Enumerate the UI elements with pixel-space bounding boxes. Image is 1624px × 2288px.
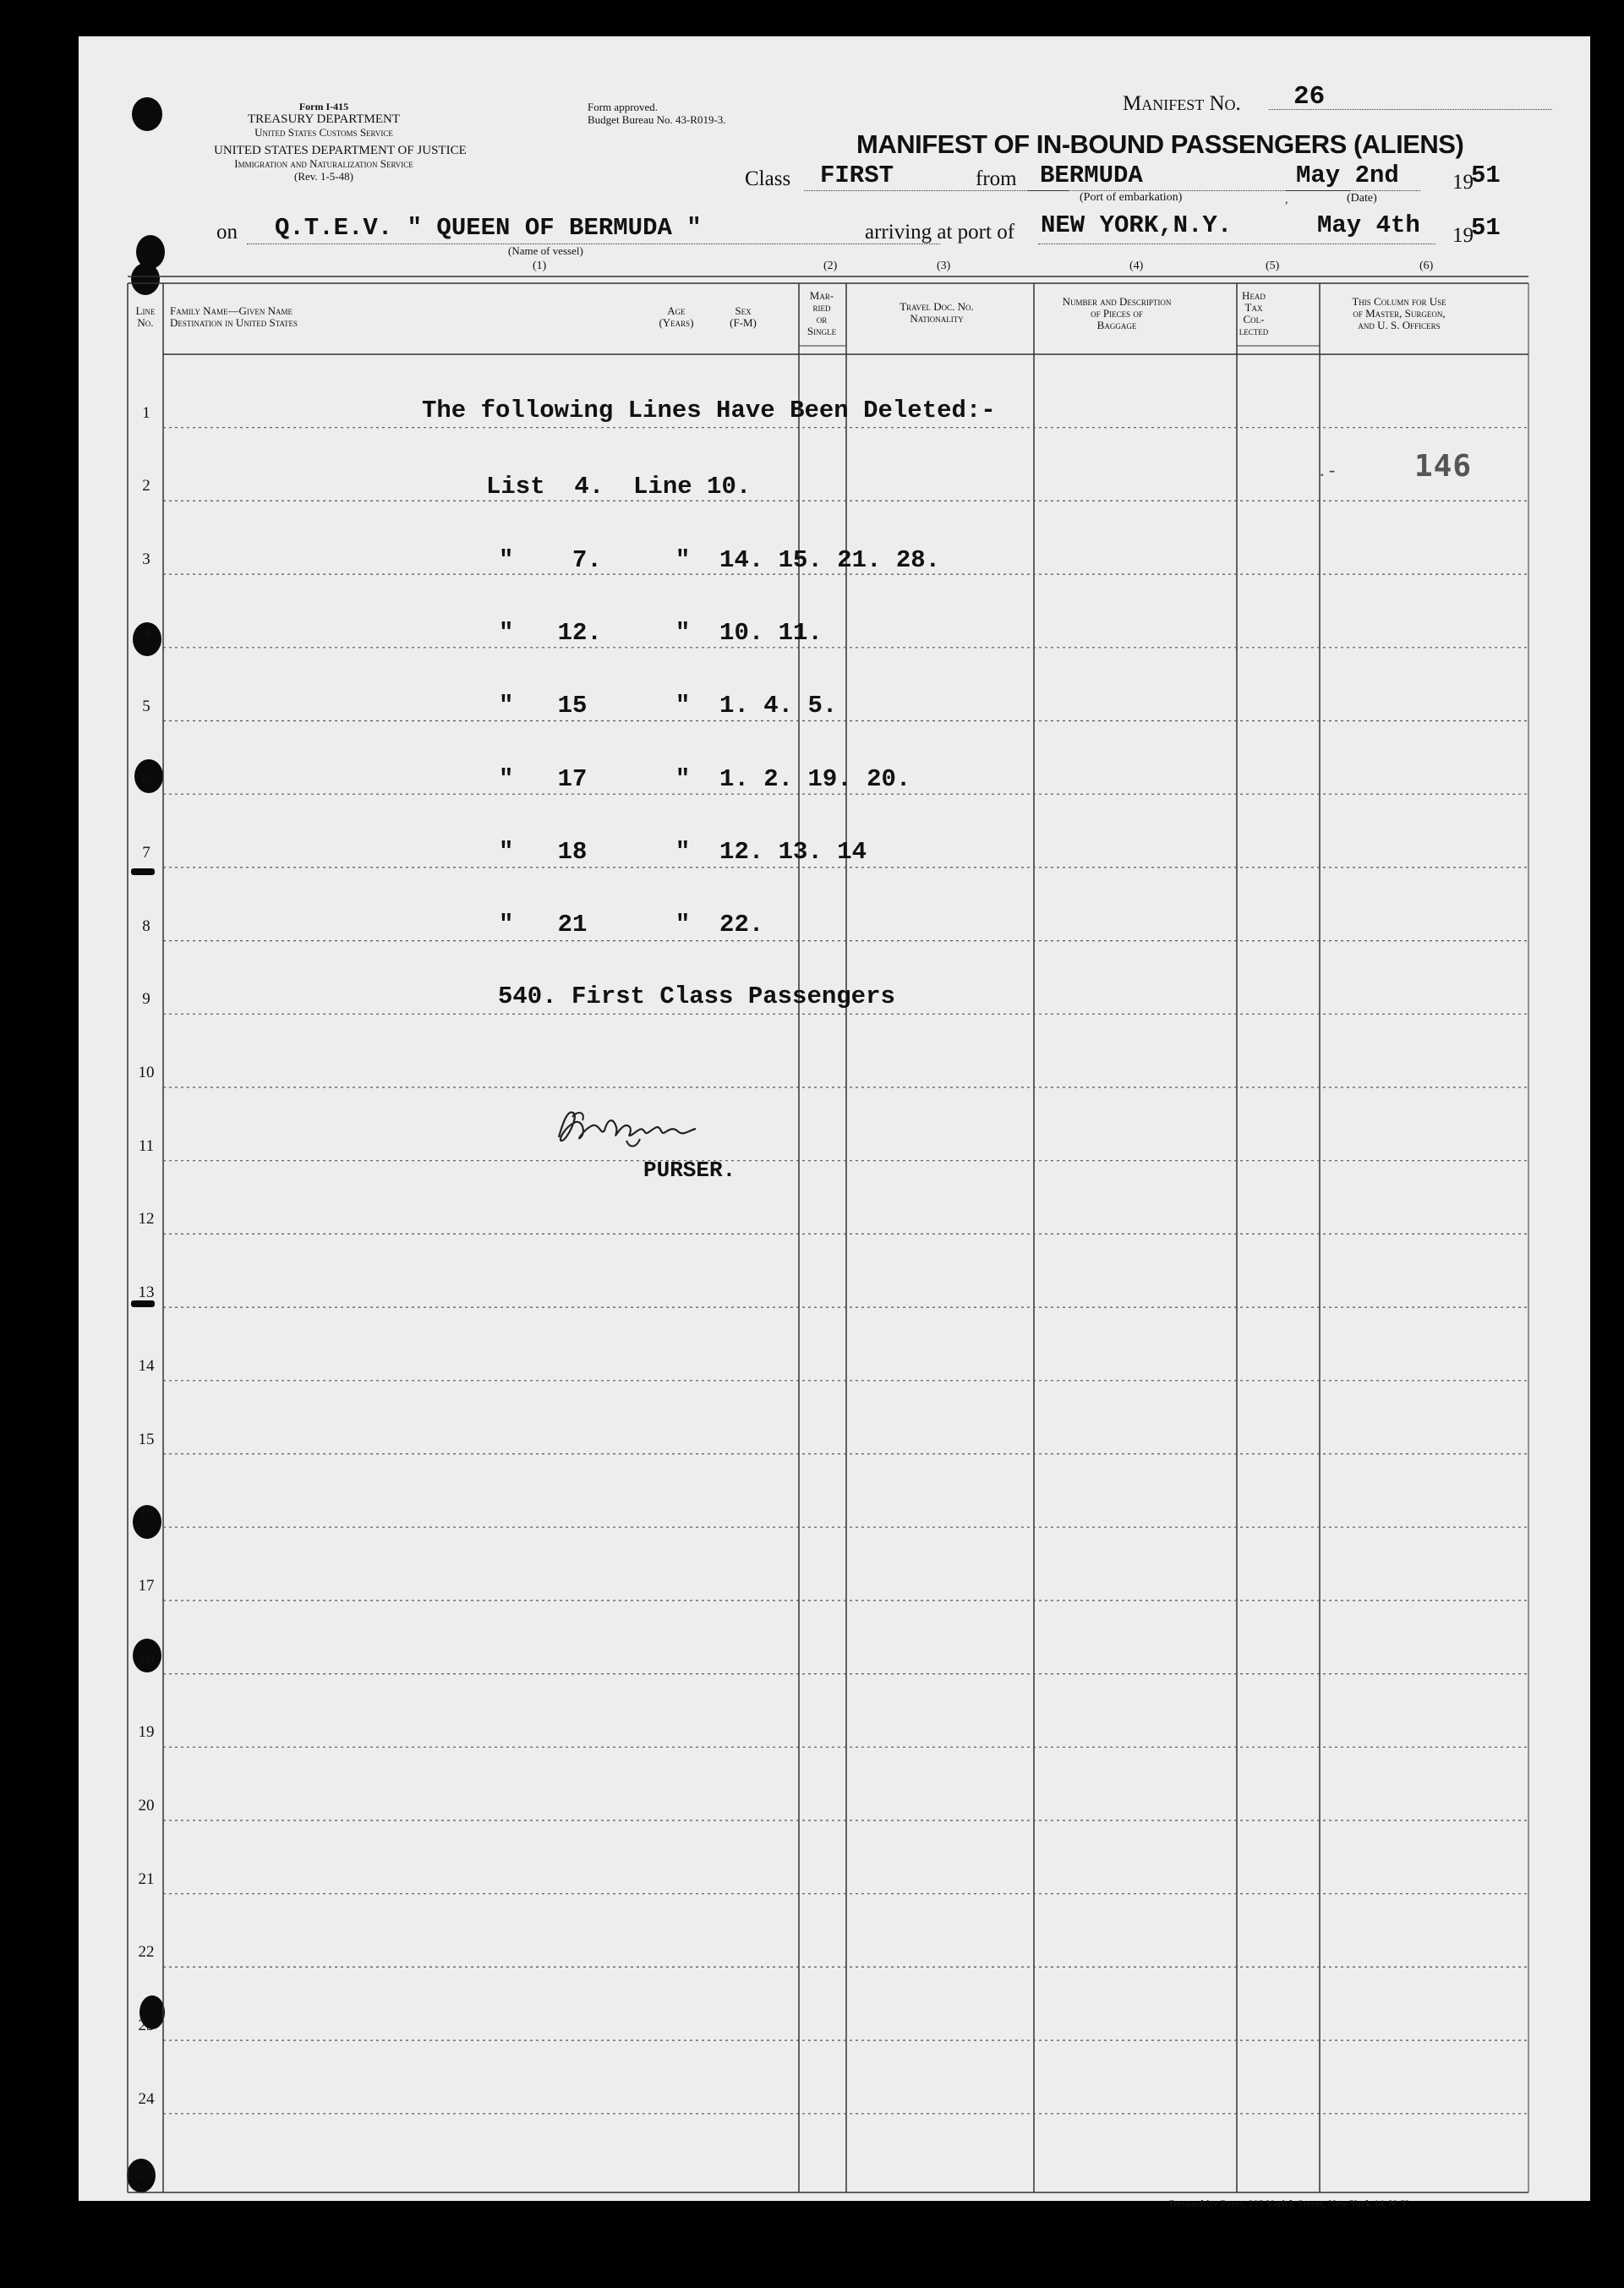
- line-number: 5: [142, 697, 150, 715]
- deleted-lines-heading: The following Lines Have Been Deleted:-: [422, 397, 996, 424]
- deleted-entry: " 21 " 22.: [499, 911, 764, 939]
- header-married: Mar- ried or Single: [807, 289, 837, 337]
- arrival-year-suffix: 51: [1471, 214, 1501, 242]
- manifest-number: 26: [1293, 82, 1326, 112]
- form-approved: Form approved.: [588, 101, 659, 113]
- year-suffix: 51: [1471, 161, 1501, 189]
- vessel-name: Q.T.E.V. " QUEEN OF BERMUDA ": [275, 214, 702, 242]
- stamp-marks: . -: [1320, 459, 1336, 480]
- class-label: Class: [745, 167, 791, 190]
- header-head-tax: Head Tax Col- lected: [1239, 289, 1269, 337]
- comma: ,: [1285, 194, 1288, 206]
- class-value: FIRST: [820, 161, 894, 189]
- line-number: 19: [138, 1723, 155, 1742]
- line-number: 12: [138, 1210, 155, 1229]
- department: TREASURY DEPARTMENT: [247, 112, 401, 126]
- printer-imprint: Devonshire Press, 225 Varick Street, New York 14, N. Y.: [1169, 2198, 1410, 2209]
- line-number: 25: [138, 2163, 155, 2181]
- line-number: 24: [138, 2089, 155, 2108]
- line-number: 6: [142, 770, 150, 789]
- deleted-entry: " 17 " 1. 2. 19. 20.: [499, 765, 911, 793]
- line-number: 16: [138, 1503, 155, 1522]
- header-travel-doc: Travel Doc. No. Nationality: [899, 300, 974, 325]
- from-label: from: [976, 167, 1017, 190]
- deleted-entry: " 7. " 14. 15. 21. 28.: [499, 546, 941, 574]
- header-baggage: Number and Description of Pieces of Baggage: [1062, 295, 1172, 331]
- column-number: (5): [1266, 260, 1280, 272]
- header-age: Age (Years): [659, 304, 694, 329]
- passenger-count: 540. First Class Passengers: [498, 983, 895, 1010]
- header-line-no: Line No.: [135, 304, 156, 329]
- year-prefix: 19: [1452, 171, 1474, 194]
- table-grid: [79, 36, 1590, 2201]
- manifest-page: [79, 36, 1590, 2209]
- column-number: (1): [533, 260, 547, 272]
- form-number: Form I-415: [298, 101, 349, 112]
- budget-bureau: Budget Bureau No. 43-R019-3.: [588, 113, 726, 126]
- header-name: Family Name—Given Name Destination in United States: [170, 304, 298, 329]
- line-number: 21: [138, 1869, 155, 1888]
- on-label: on: [216, 221, 238, 244]
- deleted-entry: " 15 " 1. 4. 5.: [499, 692, 838, 720]
- line-number: 3: [142, 550, 150, 569]
- deleted-entry: List 4. Line 10.: [486, 473, 752, 501]
- purser-signature: [552, 1102, 704, 1152]
- column-number: (2): [823, 260, 838, 272]
- line-number: 17: [138, 1576, 155, 1595]
- embarkation-port: BERMUDA: [1040, 161, 1143, 189]
- column-number: (4): [1129, 260, 1144, 272]
- deleted-entry: " 18 " 12. 13. 14: [499, 838, 867, 866]
- arrival-year-prefix: 19: [1452, 224, 1474, 247]
- line-number: 14: [138, 1356, 155, 1375]
- port-caption: (Port of embarkation): [1080, 191, 1183, 204]
- purser-label: PURSER.: [643, 1158, 736, 1183]
- line-number: 22: [138, 1943, 155, 1962]
- arrival-date: May 4th: [1317, 211, 1420, 239]
- line-number: 9: [142, 990, 150, 1009]
- line-number: 2: [142, 477, 150, 495]
- vessel-caption: (Name of vessel): [508, 244, 583, 257]
- line-number: 13: [138, 1284, 155, 1302]
- manifest-number-label: Manifest No.: [1123, 92, 1241, 115]
- customs-service: United States Customs Service: [254, 126, 393, 139]
- revision: (Rev. 1-5-48): [294, 170, 353, 183]
- arrival-port: NEW YORK,N.Y.: [1041, 211, 1233, 239]
- line-number: 11: [138, 1136, 155, 1155]
- justice-department: UNITED STATES DEPARTMENT OF JUSTICE: [214, 144, 467, 157]
- stamped-number: 146: [1414, 449, 1473, 484]
- column-number: (3): [937, 260, 951, 272]
- deleted-entry: " 12. " 10. 11.: [499, 619, 823, 647]
- ins-service: Immigration and Naturalization Service: [234, 157, 413, 170]
- arriving-label: arriving at port of: [865, 221, 1015, 244]
- line-number: 7: [142, 843, 150, 862]
- manifest-title: MANIFEST OF IN-BOUND PASSENGERS (ALIENS): [856, 129, 1464, 159]
- line-number: 15: [138, 1430, 155, 1448]
- line-number: 18: [138, 1650, 155, 1668]
- header-officers: This Column for Use of Master, Surgeon, and U. S. Officers: [1352, 295, 1446, 331]
- line-number: 1: [142, 403, 150, 422]
- line-number: 23: [138, 2017, 155, 2035]
- line-number: 20: [138, 1797, 155, 1815]
- line-number: 4: [142, 623, 150, 642]
- date-caption: (Date): [1347, 192, 1377, 205]
- header-sex: Sex (F-M): [730, 304, 757, 329]
- embarkation-date: May 2nd: [1296, 161, 1399, 189]
- line-number: 10: [138, 1064, 155, 1081]
- column-number: (6): [1419, 260, 1434, 272]
- line-number: 8: [142, 917, 150, 935]
